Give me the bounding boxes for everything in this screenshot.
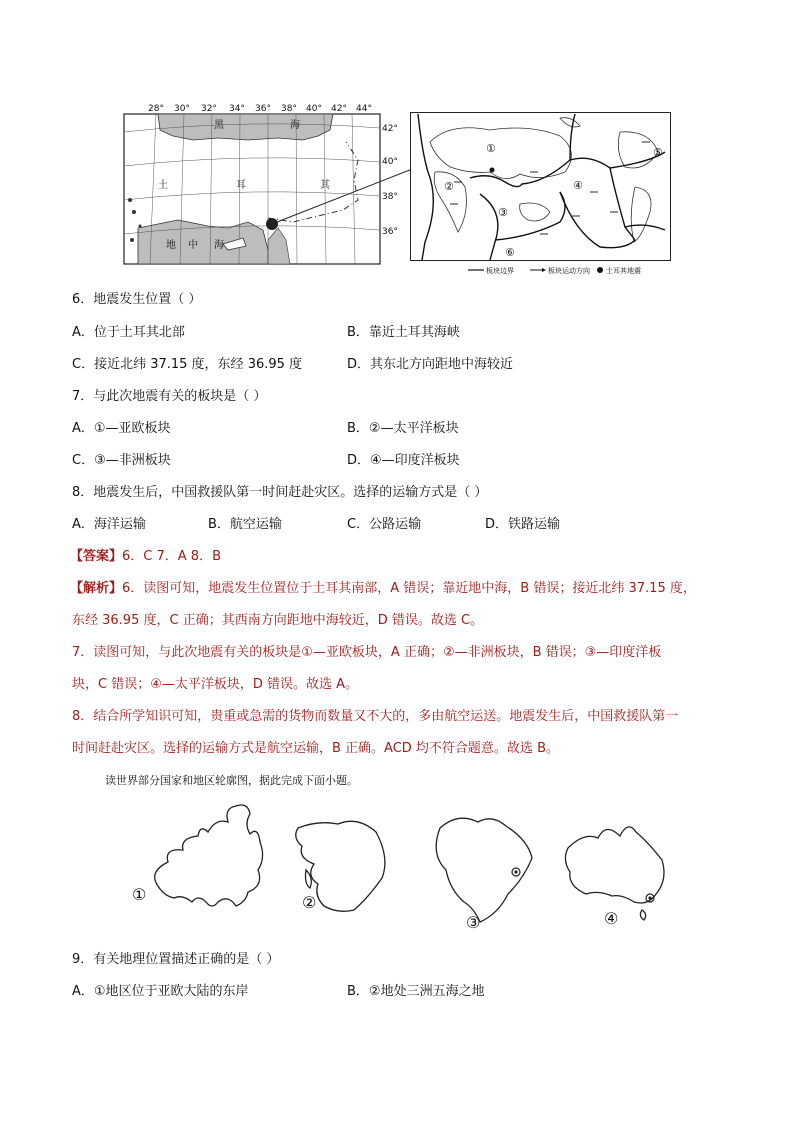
q7-option-b[interactable]: B．②—太平洋板块 [347,421,459,436]
turkey-label: 耳 [236,180,246,191]
q7-option-d[interactable]: D．④—印度洋板块 [347,453,460,468]
outline-label-4: ④ [604,909,619,928]
turkey-label: 土 [158,180,168,191]
lon-label: 36° [255,104,271,114]
lat-label: 36° [382,227,398,237]
turkey-label: 其 [320,180,330,191]
answer-text: 6．C 7．A 8．B [122,549,221,564]
mediterranean-label: 海 [214,240,224,251]
mediterranean-label: 地 [166,240,176,251]
europe-outline [155,805,263,906]
legend-motion: 板块运动方向 [548,267,590,275]
lon-label: 34° [229,104,245,114]
plate-label-3: ③ [498,206,508,219]
lat-label: 42° [382,124,398,134]
lon-label: 38° [281,104,297,114]
black-sea-label: 海 [290,120,300,131]
q7-option-a[interactable]: A．①—亚欧板块 [72,421,171,436]
analysis-text-1: 6．读图可知，地震发生位置位于土耳其南部，A 错误；靠近地中海，B 错误；接近北纬 37.15 度， [122,581,696,596]
q8-option-d[interactable]: D．铁路运输 [485,517,561,532]
answer-tag: 【答案】 [70,549,123,564]
q9-option-b[interactable]: B．②地处三洲五海之地 [347,984,485,999]
lon-label: 40° [306,104,322,114]
lat-label: 40° [382,157,398,167]
outline-maps [128,798,673,938]
q7-stem: 7．与此次地震有关的板块是（ ） [72,389,267,404]
q8-option-c[interactable]: C．公路运输 [347,517,422,532]
q9-option-a[interactable]: A．①地区位于亚欧大陆的东岸 [72,984,249,999]
lat-label: 38° [382,192,398,202]
plate-label-4: ④ [573,179,583,192]
connector-line [270,160,430,230]
q7-option-c[interactable]: C．③—非洲板块 [72,453,171,468]
answer-block [70,549,221,565]
outline-label-2: ② [302,893,317,912]
analysis-line-1 [70,581,696,597]
legend-quake: 土耳其地震 [606,267,641,275]
brazil-outline [436,818,532,922]
analysis-line-3: 7．读图可知，与此次地震有关的板块是①—亚欧板块，A 正确；②—非洲板块，B 错误；③—印度洋板 [72,645,662,660]
mediterranean-label: 中 [188,240,198,251]
analysis-line-4: 块，C 错误；④—太平洋板块，D 错误。故选 A。 [72,677,359,692]
analysis-tag: 【解析】 [70,581,123,596]
q6-option-a[interactable]: A．位于土耳其北部 [72,325,185,340]
q6-option-d[interactable]: D．其东北方向距地中海较近 [347,357,514,372]
intro-text: 读世界部分国家和地区轮廓图，据此完成下面小题。 [105,774,358,787]
analysis-line-5: 8．结合所学知识可知，贵重或急需的货物而数量又不大的，多由航空运送。地震发生后，中国救援队第一 [72,709,679,724]
plate-label-2: ② [444,180,454,193]
world-plate-map [410,112,672,277]
outline-label-1: ① [132,885,147,904]
lon-label: 30° [174,104,190,114]
lon-label: 28° [148,104,164,114]
analysis-line-2: 东经 36.95 度，C 正确；其西南方向距地中海较近，D 错误。故选 C。 [72,613,484,628]
plate-label-5: ⑤ [653,146,663,159]
lon-label: 32° [201,104,217,114]
q8-option-a[interactable]: A．海洋运输 [72,517,146,532]
q6-stem: 6．地震发生位置（ ） [72,292,202,307]
q8-stem: 8．地震发生后，中国救援队第一时间赶赴灾区。选择的运输方式是（ ） [72,485,488,500]
q8-option-b[interactable]: B．航空运输 [208,517,282,532]
q9-stem: 9．有关地理位置描述正确的是（ ） [72,952,280,967]
q6-option-c[interactable]: C．接近北纬 37.15 度，东经 36.95 度 [72,357,303,372]
plate-label-1: ① [486,142,496,155]
q6-option-b[interactable]: B．靠近土耳其海峡 [347,325,460,340]
lon-label: 42° [331,104,347,114]
black-sea-label: 黑 [214,120,224,131]
australia-outline [565,827,664,903]
outline-label-3: ③ [466,913,481,932]
lon-label: 44° [356,104,372,114]
analysis-line-6: 时间赶赴灾区。选择的运输方式是航空运输，B 正确。ACD 均不符合题意。故选 B。 [72,741,559,756]
legend-boundary: 板块边界 [486,267,514,275]
plate-label-6: ⑥ [505,246,515,259]
